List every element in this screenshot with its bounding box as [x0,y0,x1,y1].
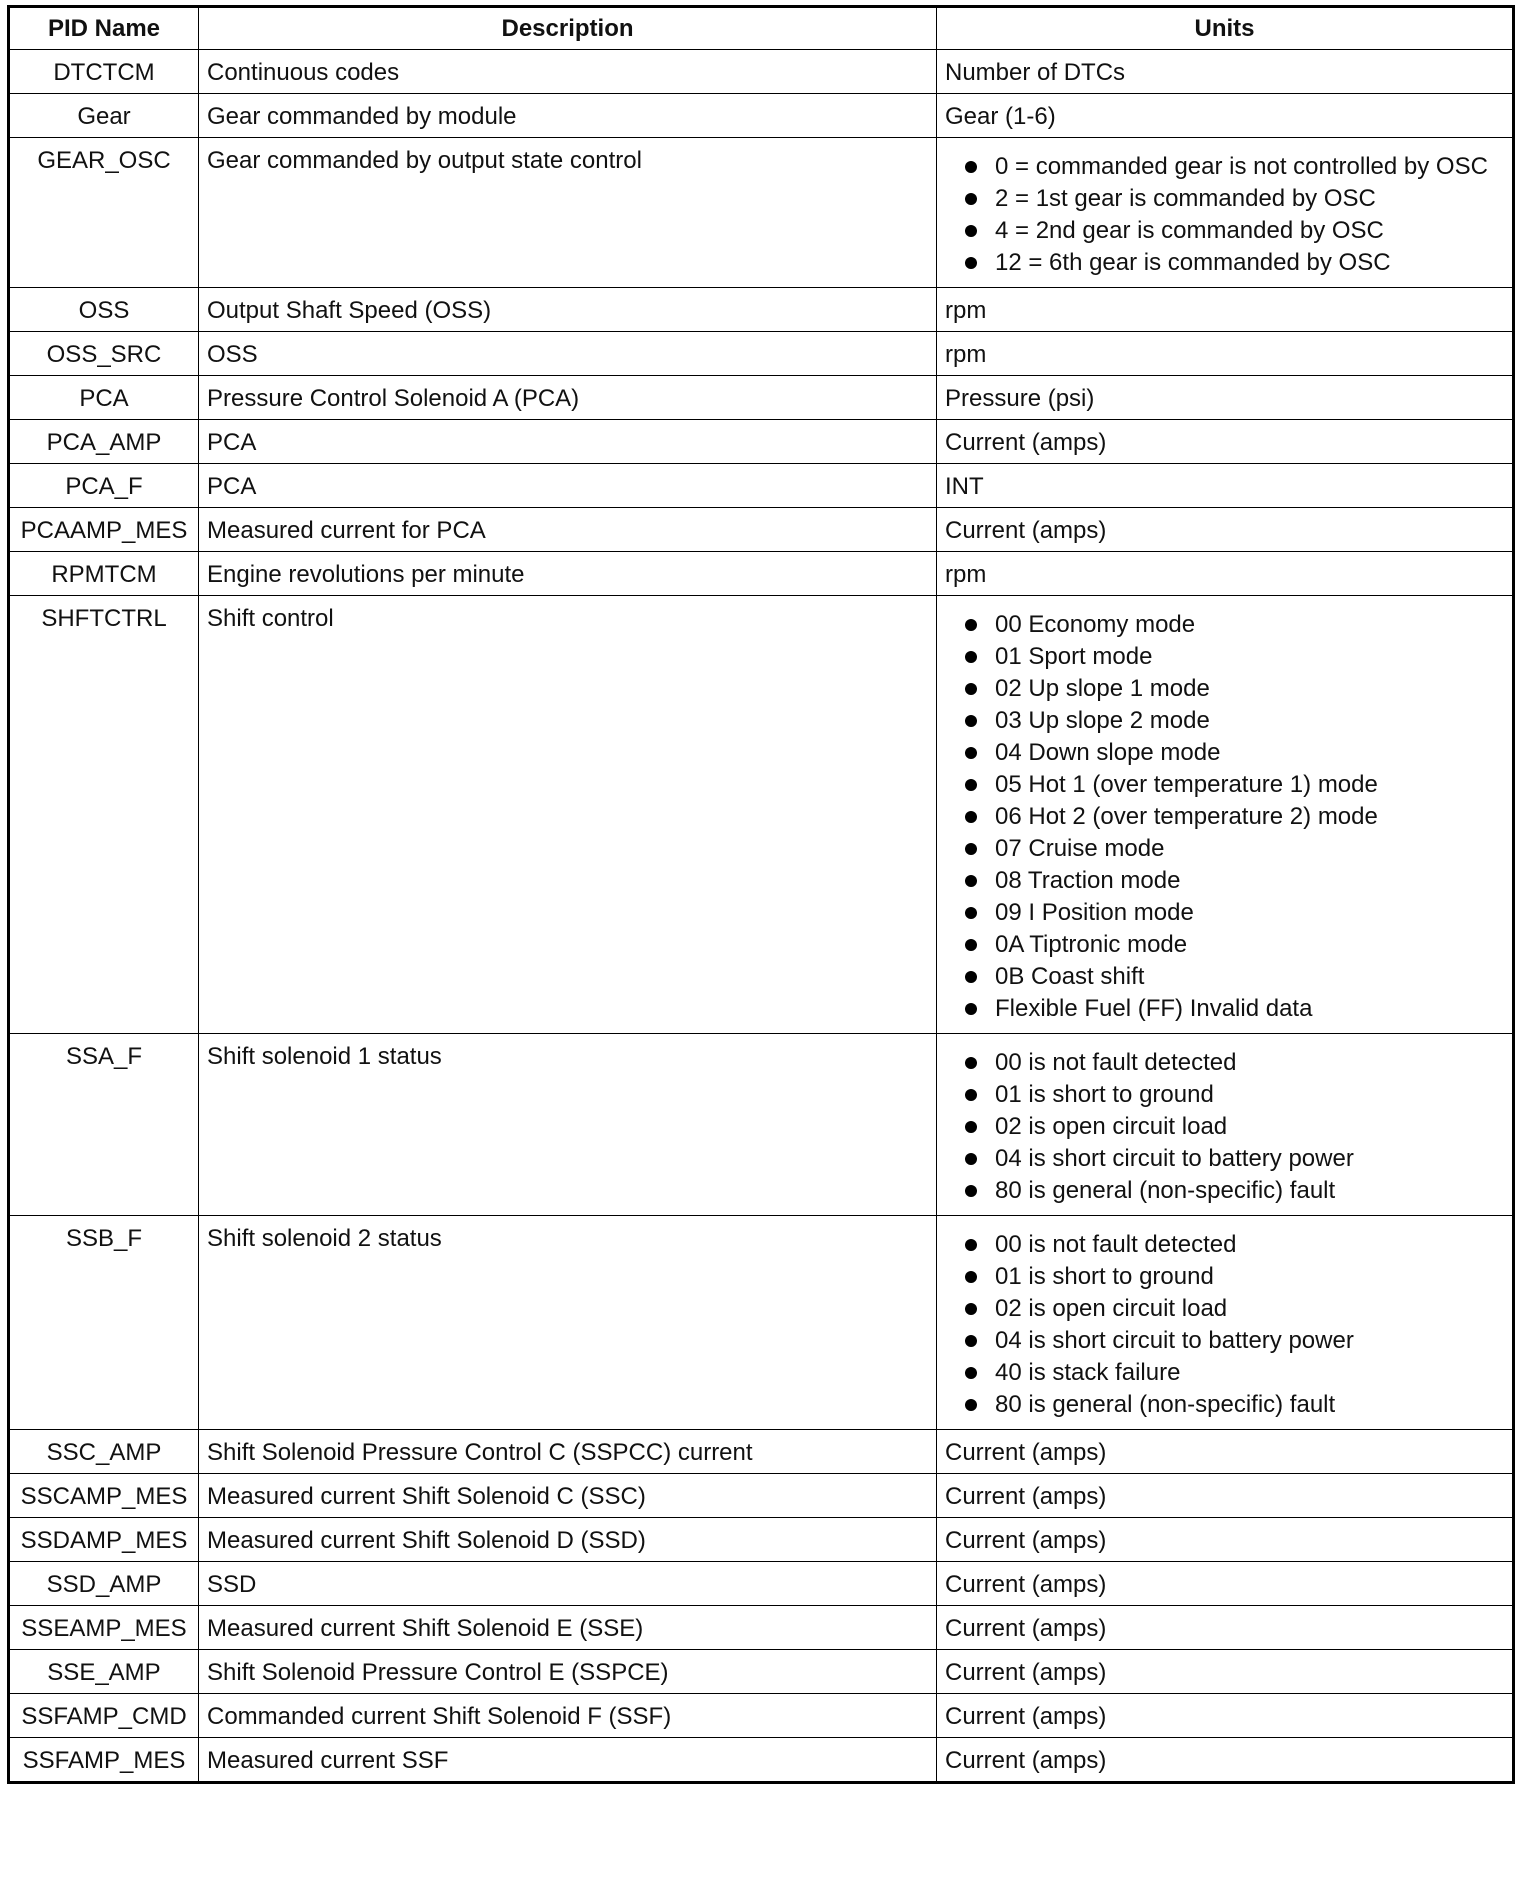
description-cell: Shift solenoid 1 status [199,1034,937,1216]
units-cell: rpm [937,332,1514,376]
pid-name-cell: PCA_AMP [9,420,199,464]
units-list-text: Flexible Fuel (FF) Invalid data [995,995,1313,1022]
description-cell: OSS [199,332,937,376]
units-cell: Number of DTCs [937,50,1514,94]
units-list-text: 03 Up slope 2 mode [995,707,1210,734]
bullet-icon [965,779,977,791]
units-list-text: 00 Economy mode [995,611,1196,638]
units-cell: Current (amps) [937,1430,1514,1474]
units-cell [937,1034,1514,1216]
units-list-item [945,898,1504,927]
description-cell: Output Shaft Speed (OSS) [199,288,937,332]
pid-name-cell: SSFAMP_CMD [9,1694,199,1738]
description-cell: Shift Solenoid Pressure Control E (SSPCE) [199,1650,937,1694]
units-list-item [945,1294,1504,1323]
units-list-text: 02 is open circuit load [995,1113,1228,1140]
units-list-item [945,216,1504,245]
units-cell: Current (amps) [937,1518,1514,1562]
pid-name-cell: PCA_F [9,464,199,508]
units-list-text: 00 is not fault detected [995,1231,1237,1258]
bullet-icon [965,683,977,695]
bullet-icon [965,1121,977,1133]
pid-name-cell: SSDAMP_MES [9,1518,199,1562]
units-cell: rpm [937,288,1514,332]
units-list-item [945,834,1504,863]
units-cell: INT [937,464,1514,508]
units-list-text: 04 Down slope mode [995,739,1221,766]
pid-name-cell: OSS_SRC [9,332,199,376]
table-row [9,508,1514,552]
pid-name-cell: SSEAMP_MES [9,1606,199,1650]
description-cell: Gear commanded by module [199,94,937,138]
units-list-text: 00 is not fault detected [995,1049,1237,1076]
units-cell [937,1216,1514,1430]
pid-name-cell: SSE_AMP [9,1650,199,1694]
description-cell: Shift Solenoid Pressure Control C (SSPCC) current [199,1430,937,1474]
units-cell: Current (amps) [937,508,1514,552]
table-row [9,332,1514,376]
table-row [9,596,1514,1034]
units-list-text: 80 is general (non-specific) fault [995,1391,1336,1418]
units-list-item [945,994,1504,1023]
pid-name-cell: PCA [9,376,199,420]
table-row [9,288,1514,332]
units-list-text: 01 is short to ground [995,1081,1214,1108]
units-list-item [945,802,1504,831]
units-list-item [945,642,1504,671]
bullet-icon [965,619,977,631]
pid-name-cell: SSCAMP_MES [9,1474,199,1518]
table-row [9,1474,1514,1518]
units-list-item [945,1358,1504,1387]
units-list-item [945,738,1504,767]
description-cell: PCA [199,420,937,464]
description-cell: Commanded current Shift Solenoid F (SSF) [199,1694,937,1738]
units-list-item [945,1048,1504,1077]
table-row [9,50,1514,94]
description-cell: Pressure Control Solenoid A (PCA) [199,376,937,420]
bullet-icon [965,1089,977,1101]
bullet-icon [965,651,977,663]
table-row [9,420,1514,464]
units-list-text: 40 is stack failure [995,1359,1181,1386]
bullet-icon [965,193,977,205]
bullet-icon [965,1057,977,1069]
units-bullet-list [945,604,1504,1027]
units-list-text: 0 = commanded gear is not controlled by OSC [995,153,1488,180]
units-list-text: 06 Hot 2 (over temperature 2) mode [995,803,1378,830]
units-list-text: 04 is short circuit to battery power [995,1145,1354,1172]
units-list-item [945,770,1504,799]
table-row [9,94,1514,138]
bullet-icon [965,1239,977,1251]
pid-name-cell: SSB_F [9,1216,199,1430]
table-row [9,464,1514,508]
header-pid-name: PID Name [9,7,199,50]
description-cell: Gear commanded by output state control [199,138,937,288]
pid-name-cell: SSA_F [9,1034,199,1216]
units-cell [937,596,1514,1034]
units-cell: rpm [937,552,1514,596]
pid-name-cell: SSFAMP_MES [9,1738,199,1783]
pid-table [7,5,1515,1784]
units-list-text: 0A Tiptronic mode [995,931,1188,958]
units-list-item [945,1176,1504,1205]
units-list-item [945,152,1504,181]
units-list-item [945,1112,1504,1141]
units-list-item [945,674,1504,703]
units-list-item [945,706,1504,735]
pid-name-cell: RPMTCM [9,552,199,596]
header-description: Description [199,7,937,50]
description-cell: Shift control [199,596,937,1034]
units-list-text: 01 Sport mode [995,643,1153,670]
pid-name-cell: OSS [9,288,199,332]
table-row [9,1034,1514,1216]
table-row [9,1430,1514,1474]
bullet-icon [965,1271,977,1283]
bullet-icon [965,971,977,983]
pid-name-cell: SSD_AMP [9,1562,199,1606]
units-cell: Current (amps) [937,1562,1514,1606]
pid-name-cell: SHFTCTRL [9,596,199,1034]
table-row [9,1518,1514,1562]
pid-name-cell: DTCTCM [9,50,199,94]
units-cell: Current (amps) [937,420,1514,464]
header-row [9,7,1514,50]
description-cell: SSD [199,1562,937,1606]
bullet-icon [965,1303,977,1315]
table-row [9,1738,1514,1783]
bullet-icon [965,1003,977,1015]
table-row [9,1606,1514,1650]
units-list-text: 02 is open circuit load [995,1295,1228,1322]
table-header [9,7,1514,50]
description-cell: Measured current Shift Solenoid D (SSD) [199,1518,937,1562]
pid-name-cell: Gear [9,94,199,138]
units-list-item [945,1230,1504,1259]
units-cell: Gear (1-6) [937,94,1514,138]
table-row [9,1694,1514,1738]
units-list-item [945,1326,1504,1355]
bullet-icon [965,161,977,173]
description-cell: Engine revolutions per minute [199,552,937,596]
units-list-item [945,184,1504,213]
units-list-text: 07 Cruise mode [995,835,1165,862]
bullet-icon [965,1335,977,1347]
units-list-text: 12 = 6th gear is commanded by OSC [995,249,1391,276]
units-cell: Current (amps) [937,1694,1514,1738]
units-list-text: 04 is short circuit to battery power [995,1327,1354,1354]
units-list-text: 0B Coast shift [995,963,1145,990]
table-row [9,1562,1514,1606]
bullet-icon [965,939,977,951]
bullet-icon [965,811,977,823]
table-row [9,552,1514,596]
table-row [9,376,1514,420]
units-list-text: 01 is short to ground [995,1263,1214,1290]
bullet-icon [965,1367,977,1379]
document-page [7,5,1515,1784]
units-cell: Current (amps) [937,1650,1514,1694]
bullet-icon [965,1399,977,1411]
bullet-icon [965,747,977,759]
units-cell: Current (amps) [937,1738,1514,1783]
units-bullet-list [945,1224,1504,1423]
bullet-icon [965,843,977,855]
units-bullet-list [945,1042,1504,1209]
units-list-text: 05 Hot 1 (over temperature 1) mode [995,771,1378,798]
table-row [9,138,1514,288]
description-cell: Measured current SSF [199,1738,937,1783]
pid-name-cell: PCAAMP_MES [9,508,199,552]
table-row [9,1650,1514,1694]
table-body [9,50,1514,1783]
pid-name-cell: SSC_AMP [9,1430,199,1474]
units-list-item [945,248,1504,277]
units-list-item [945,1262,1504,1291]
units-list-item [945,610,1504,639]
units-cell: Current (amps) [937,1474,1514,1518]
table-row [9,1216,1514,1430]
units-cell: Current (amps) [937,1606,1514,1650]
units-list-text: 08 Traction mode [995,867,1181,894]
description-cell: Measured current Shift Solenoid C (SSC) [199,1474,937,1518]
units-list-item [945,1144,1504,1173]
bullet-icon [965,715,977,727]
units-cell: Pressure (psi) [937,376,1514,420]
units-list-text: 02 Up slope 1 mode [995,675,1210,702]
bullet-icon [965,875,977,887]
header-units: Units [937,7,1514,50]
bullet-icon [965,225,977,237]
bullet-icon [965,1185,977,1197]
units-bullet-list [945,146,1504,281]
units-list-item [945,1080,1504,1109]
bullet-icon [965,257,977,269]
description-cell: Shift solenoid 2 status [199,1216,937,1430]
units-cell [937,138,1514,288]
description-cell: Measured current for PCA [199,508,937,552]
description-cell: Measured current Shift Solenoid E (SSE) [199,1606,937,1650]
units-list-item [945,930,1504,959]
units-list-text: 4 = 2nd gear is commanded by OSC [995,217,1384,244]
units-list-item [945,866,1504,895]
pid-name-cell: GEAR_OSC [9,138,199,288]
units-list-item [945,1390,1504,1419]
units-list-text: 09 I Position mode [995,899,1194,926]
units-list-text: 2 = 1st gear is commanded by OSC [995,185,1376,212]
description-cell: Continuous codes [199,50,937,94]
bullet-icon [965,907,977,919]
bullet-icon [965,1153,977,1165]
description-cell: PCA [199,464,937,508]
units-list-text: 80 is general (non-specific) fault [995,1177,1336,1204]
units-list-item [945,962,1504,991]
